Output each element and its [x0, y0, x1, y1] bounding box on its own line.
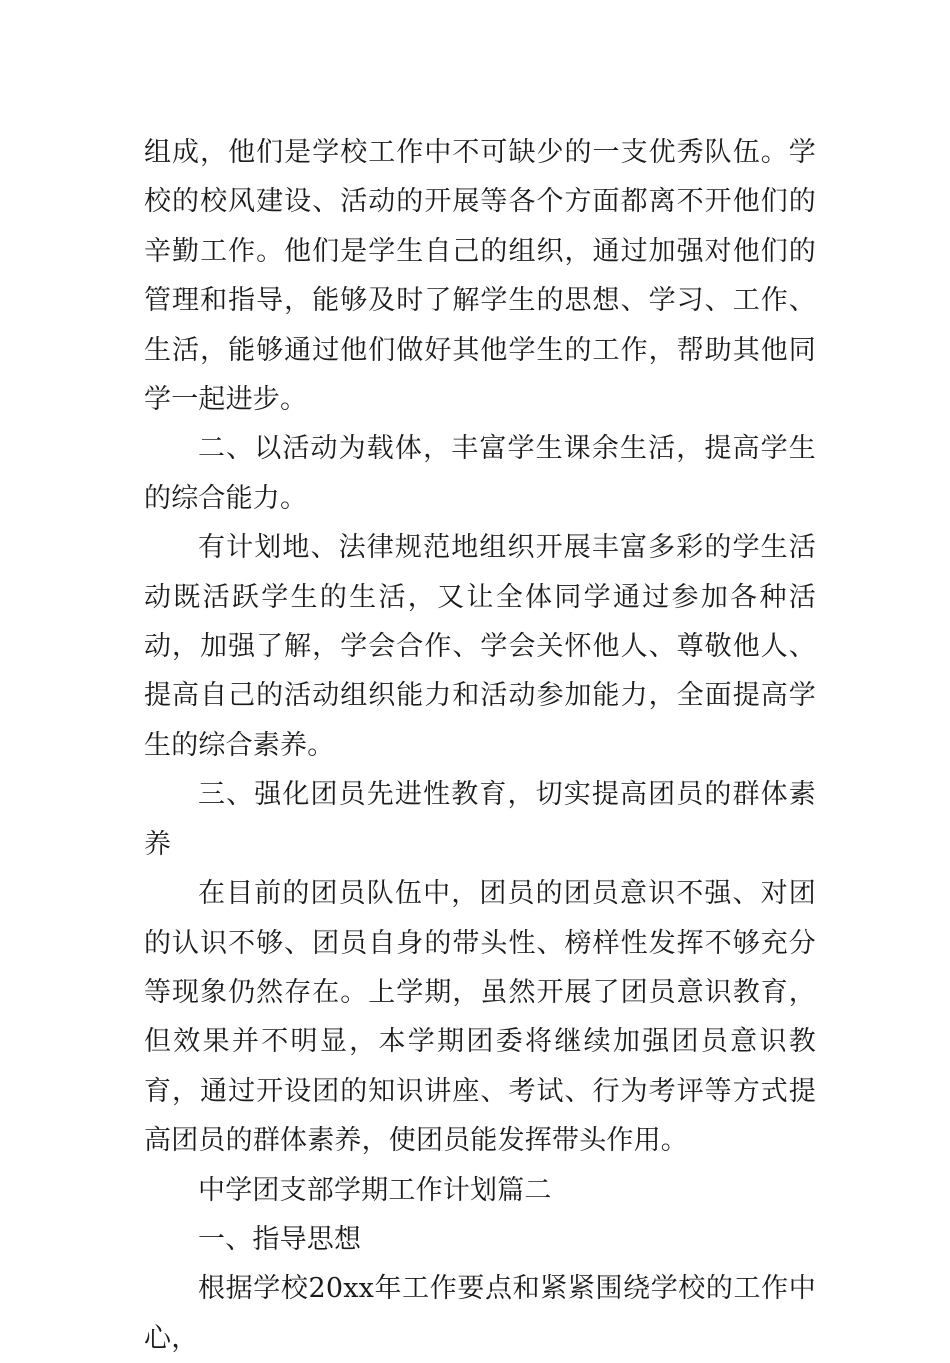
document-body [144, 128, 816, 1363]
paragraph-continuation: 组成，他们是学校工作中不可缺少的一支优秀队伍。学校的校风建设、活动的开展等各个方面都离不开他们的辛勤工作。他们是学生自己的组织，通过加强对他们的管理和指导，能够及时了解学生的思想、学习、工作、生活，能够通过他们做好其他学生的工作，帮助其他同学一起进步。 [144, 137, 816, 416]
section-heading-member-education: 三、强化团员先进性教育，切实提高团员的群体素养 [144, 779, 816, 860]
plan-title-part-two: 中学团支部学期工作计划篇二 [198, 1174, 552, 1206]
paragraph-activities: 有计划地、法律规范地组织开展丰富多彩的学生活动既活跃学生的生活，又让全体同学通过参加各种活动，加强了解，学会合作、学会关怀他人、尊敬他人、提高自己的活动组织能力和活动参加能力，全面提高学生的综合素养。 [144, 532, 816, 761]
section-heading-guiding-ideology: 一、指导思想 [198, 1223, 362, 1255]
paragraph-guiding-ideology: 根据学校20xx年工作要点和紧紧围绕学校的工作中心， [144, 1273, 816, 1354]
section-heading-activities: 二、以活动为载体，丰富学生课余生活，提高学生的综合能力。 [144, 433, 816, 514]
paragraph-member-education: 在目前的团员队伍中，团员的团员意识不强、对团的认识不够、团员自身的带头性、榜样性发挥不够充分等现象仍然存在。上学期，虽然开展了团员意识教育，但效果并不明显，本学期团委将继续加强团员意识教育，通过开设团的知识讲座、考试、行为考评等方式提高团员的群体素养，使团员能发挥带头作用。 [144, 878, 816, 1157]
